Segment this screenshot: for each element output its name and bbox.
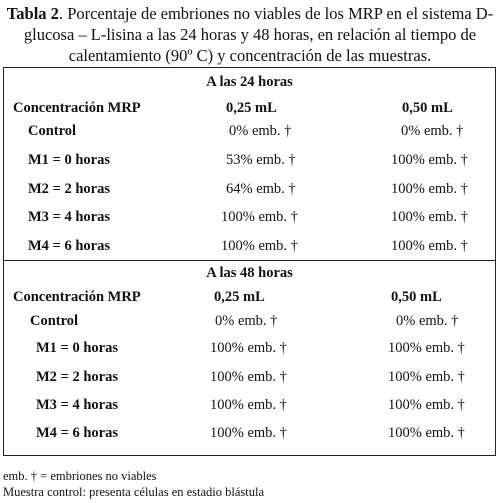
row-label: M3 = 4 horas <box>36 397 118 413</box>
row-label: Control <box>28 123 77 139</box>
header-col-025: 0,25 mL <box>226 100 277 116</box>
caption-lead: Tabla 2 <box>6 4 59 23</box>
row-label: M2 = 2 horas <box>28 181 110 197</box>
data-table <box>3 67 496 456</box>
cell-value: 100% emb. † <box>388 425 465 441</box>
header-col-050: 0,50 mL <box>402 100 453 116</box>
cell-value: 100% emb. † <box>210 369 287 385</box>
cell-value: 0% emb. † <box>229 123 292 139</box>
table-row <box>4 425 495 445</box>
cell-value: 100% emb. † <box>391 238 468 254</box>
cell-value: 100% emb. † <box>210 340 287 356</box>
section-divider <box>4 260 495 261</box>
cell-value: 64% emb. † <box>226 181 296 197</box>
cell-value: 100% emb. † <box>221 209 298 225</box>
table-row <box>4 152 495 172</box>
row-label: M2 = 2 horas <box>36 369 118 385</box>
cell-value: 100% emb. † <box>391 152 468 168</box>
row-label: M3 = 4 horas <box>28 209 110 225</box>
table-row <box>4 369 495 389</box>
cell-value: 100% emb. † <box>210 425 287 441</box>
cell-value: 100% emb. † <box>210 397 287 413</box>
table-row <box>4 340 495 360</box>
caption-text: . Porcentaje de embriones no viables de los MRP en el sistema D-glucosa – L-lisina a las 24 horas y 48 horas, en relación al tiempo de calentamiento (90º C) y concentración de las muestras. <box>23 4 494 65</box>
header-row-48h <box>4 289 495 309</box>
cell-value: 0% emb. † <box>401 123 464 139</box>
row-label: M4 = 6 horas <box>28 238 110 254</box>
cell-value: 100% emb. † <box>388 397 465 413</box>
header-label: Concentración MRP <box>13 289 141 305</box>
table-caption <box>0 3 500 66</box>
cell-value: 0% emb. † <box>215 313 278 329</box>
footnote-legend: emb. † = embriones no viables <box>3 469 157 483</box>
header-row-24h <box>4 100 495 120</box>
table-row <box>4 397 495 417</box>
table-row <box>4 313 495 333</box>
row-label: M1 = 0 horas <box>36 340 118 356</box>
table-row <box>4 209 495 229</box>
cell-value: 53% emb. † <box>226 152 296 168</box>
header-label: Concentración MRP <box>13 100 141 116</box>
row-label: M4 = 6 horas <box>36 425 118 441</box>
section-title-48h: A las 48 horas <box>206 265 293 281</box>
cell-value: 100% emb. † <box>388 369 465 385</box>
cell-value: 100% emb. † <box>391 209 468 225</box>
footnote-control: Muestra control: presenta células en estadio blástula <box>3 485 265 499</box>
table-row <box>4 181 495 201</box>
row-label: Control <box>30 313 79 329</box>
cell-value: 100% emb. † <box>221 238 298 254</box>
table-row <box>4 238 495 258</box>
section-title-24h: A las 24 horas <box>206 74 293 90</box>
cell-value: 100% emb. † <box>388 340 465 356</box>
header-col-025: 0,25 mL <box>214 289 265 305</box>
row-label: M1 = 0 horas <box>28 152 110 168</box>
cell-value: 0% emb. † <box>396 313 459 329</box>
cell-value: 100% emb. † <box>391 181 468 197</box>
header-col-050: 0,50 mL <box>391 289 442 305</box>
table-row <box>4 123 495 143</box>
